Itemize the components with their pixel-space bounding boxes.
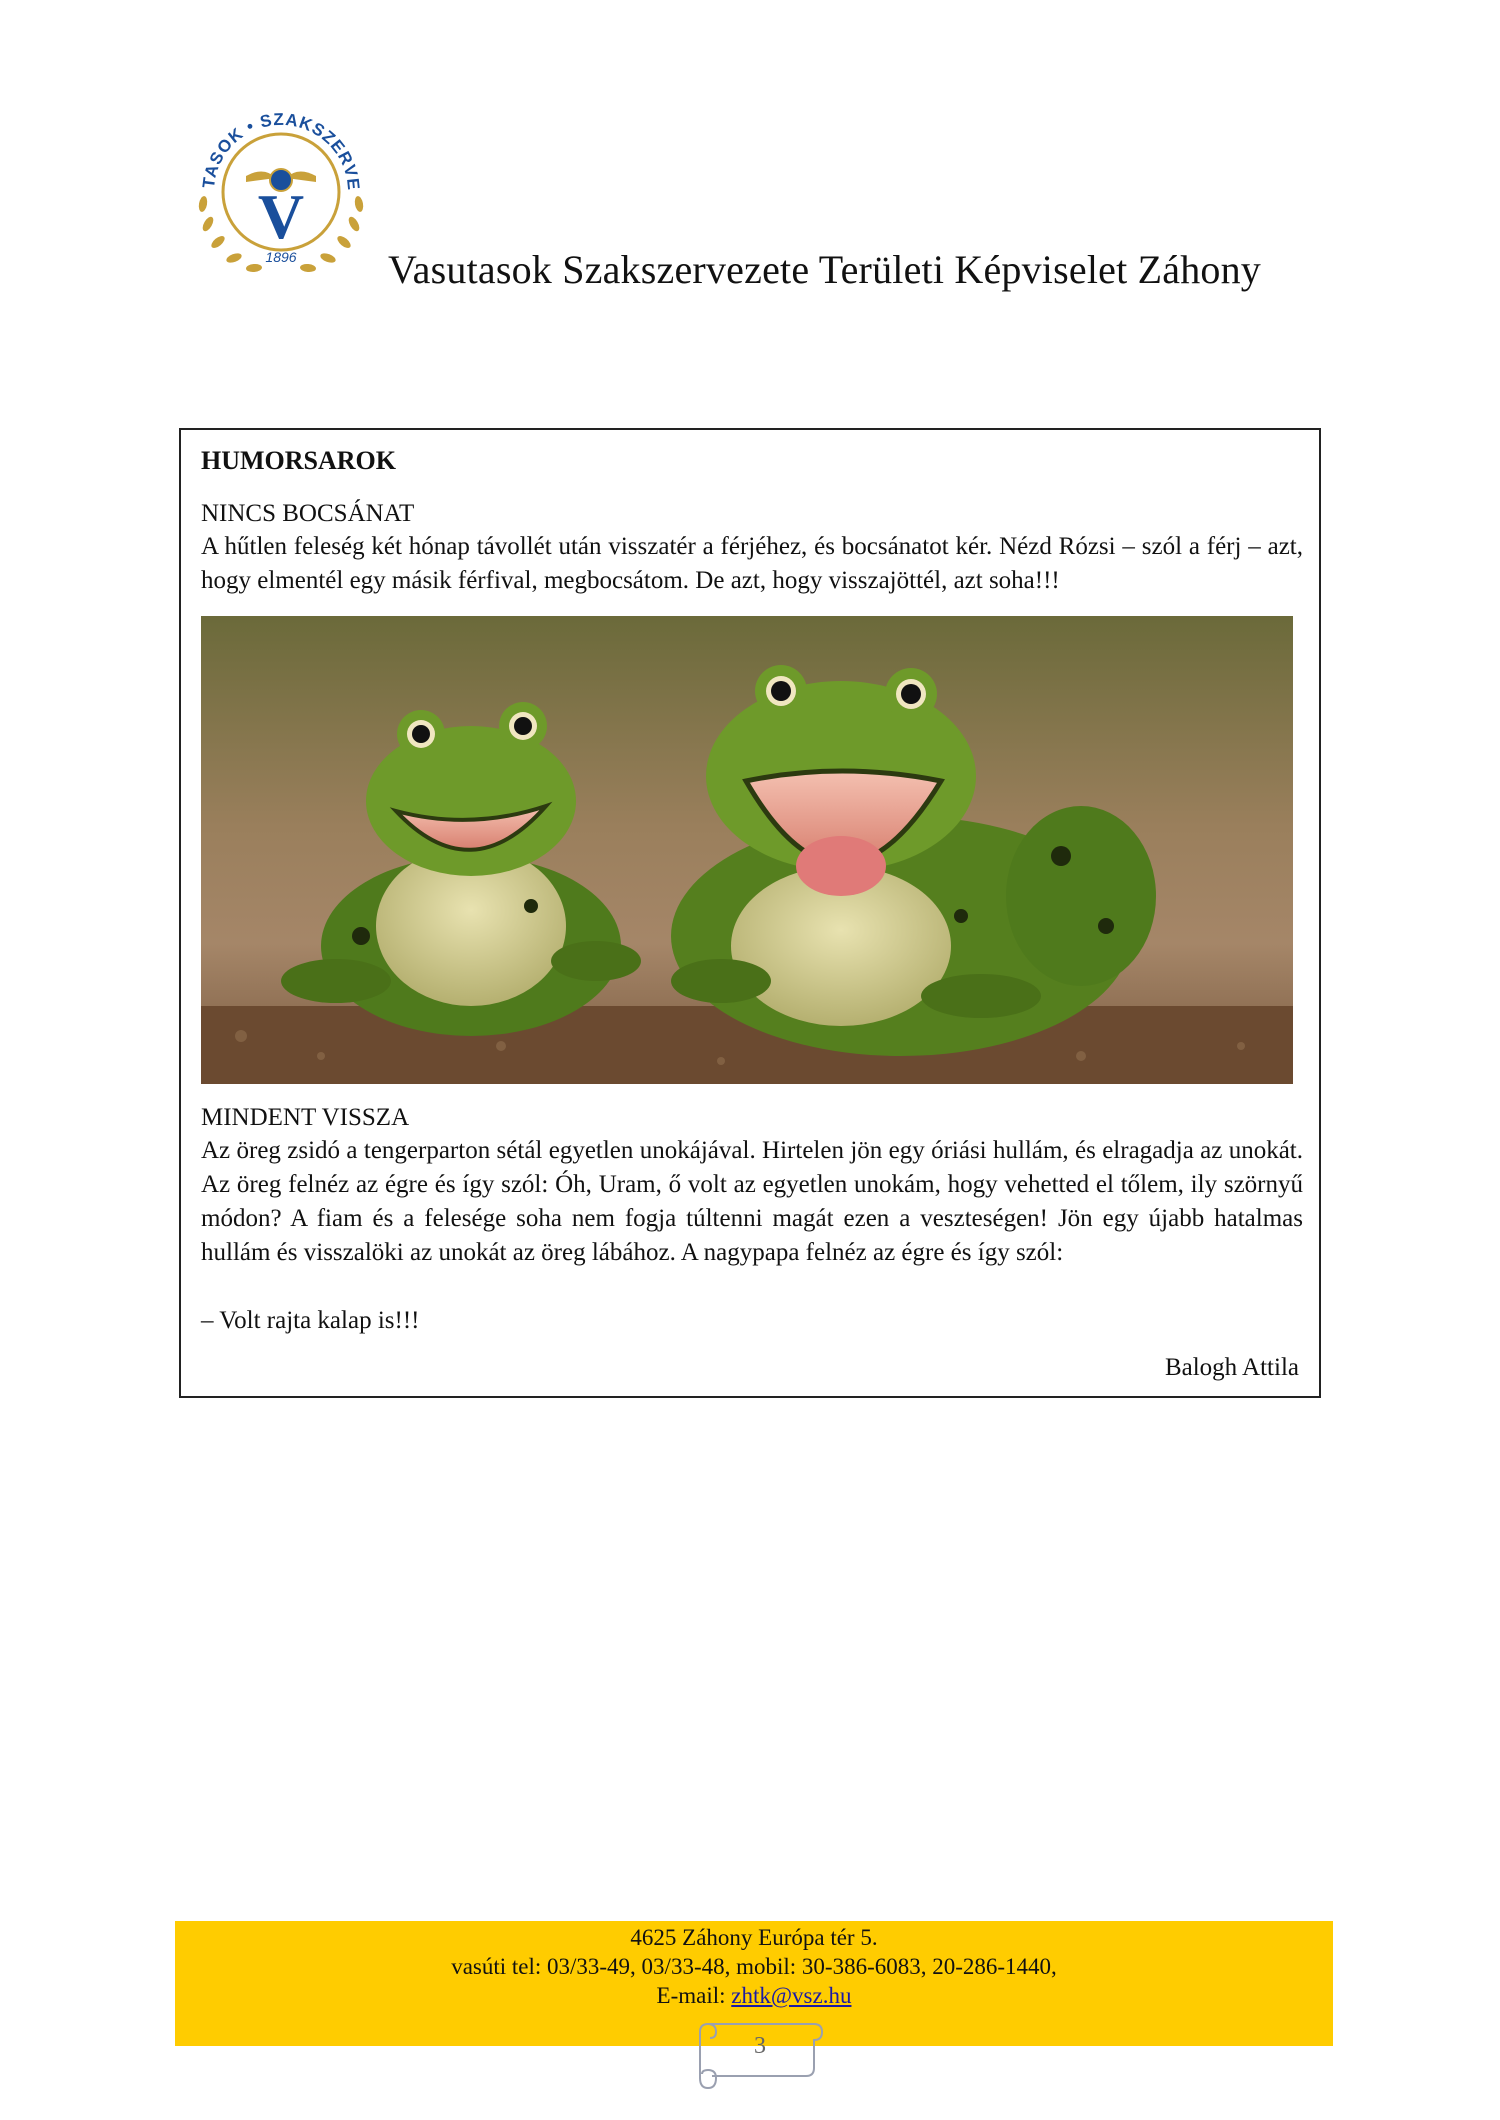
page-number: 3 <box>754 2033 766 2059</box>
footer-email-label: E-mail: <box>656 1983 732 2008</box>
logo-ring-text: TASOK • SZAKSZERVE <box>199 109 364 192</box>
author-signature: Balogh Attila <box>1164 1354 1299 1381</box>
joke2-punchline: – Volt rajta kalap is!!! <box>201 1307 420 1334</box>
frogs-photo <box>201 616 1293 1084</box>
footer-address: 4625 Záhony Európa tér 5. <box>630 1925 878 1950</box>
union-logo <box>186 92 376 282</box>
joke1-title: NINCS BOCSÁNAT <box>201 500 415 527</box>
organization-title: Vasutasok Szakszervezete Területi Képviselet Záhony <box>388 247 1262 292</box>
footer-phones: vasúti tel: 03/33-49, 03/33-48, mobil: 30-386-6083, 20-286-1440, <box>451 1954 1057 1979</box>
section-title: HUMORSAROK <box>201 446 396 475</box>
humor-corner-box <box>179 428 1321 1398</box>
footer-email-link[interactable]: zhtk@vsz.hu <box>731 1983 852 2008</box>
page-number-scroll <box>690 2016 830 2096</box>
logo-year: 1896 <box>265 249 297 265</box>
logo-letter: V <box>257 181 305 252</box>
joke1-text: A hűtlen feleség két hónap távollét után visszatér a férjéhez, és bocsánatot kér. Nézd Rózsi – szól a férj – azt, hogy elmentél egy másik férfival, megbocsátom. De azt, hogy visszajöttél, azt soha!!! <box>201 533 1303 594</box>
footer-email-line <box>175 1981 1333 2010</box>
joke2-title: MINDENT VISSZA <box>201 1104 410 1131</box>
joke2-text: Az öreg zsidó a tengerparton sétál egyetlen unokájával. Hirtelen jön egy óriási hullám, és elragadja az unokát. Az öreg felnéz az égre és így szól: Óh, Uram, ő volt az egyetlen unokám, hogy vehetted el tőlem, ily szörnyű módon? A fiam és a felesége soha nem fogja túltenni magát ezen a veszteségen! Jön egy újabb hatalmas hullám és visszalöki az unokát az öreg lábához. A nagypapa felnéz az égre és így szól: <box>201 1137 1303 1266</box>
